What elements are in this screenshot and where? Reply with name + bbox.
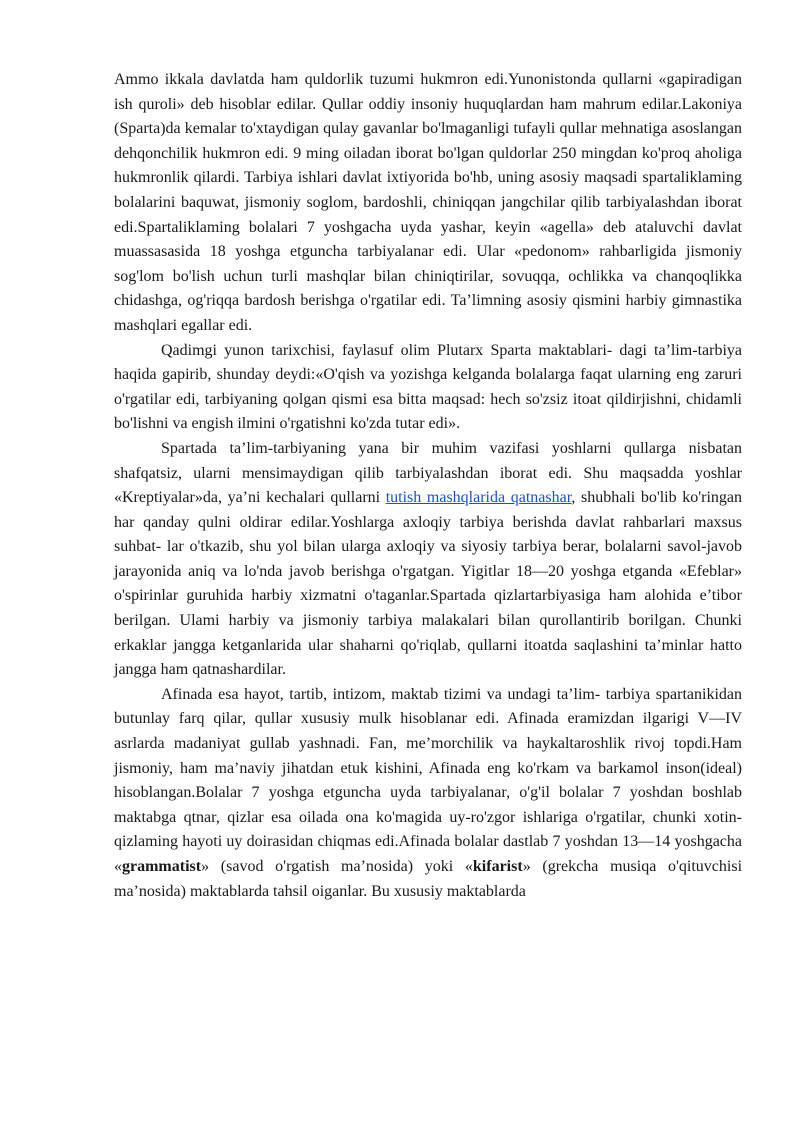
paragraph-3-text-before: Spartada ta’lim-tarbiyaning yana bir muhim vazifasi yoshlarni qullarga nisbatan shafqatsiz, ularni mensimaydigan qilib tarbiyalashdan iborat edi. Shu maqsadda yoshlar «Kreptiyalar»da, ya’ni kechalari qullarni bbox=[114, 439, 742, 507]
document-page bbox=[114, 68, 742, 904]
paragraph-2: Qadimgi yunon tarixchisi, faylasuf olim Plutarx Sparta maktablari- dagi ta’lim-tarbiya haqida gapirib, shunday deydi:«O'qish va yozishga kelganda bolalarga faqat ularning eng zaruri o'rgatilar edi, tarbiyaning qolgan qismi esa bitta maqsad: hech so'zsiz itoat qildirjishni, chidamli bo'lishni va engish ilmini o'rgatishni ko'zda tutar edi». bbox=[114, 341, 742, 433]
paragraph-4-text-part1: Afinada esa hayot, tartib, intizom, maktab tizimi va undagi ta’lim- tarbiya spartanikidan butunlay farq qilar, qullar xususiy mulk hisoblanar edi. Afinada eramizdan ilgarigi V—IV asrlarda madaniyat gullab yashnadi. Fan, me’morchilik va haykaltaroshlik rivoj topdi.Ham jismoniy, ham ma’naviy jihatdan etuk kishini, Afinada eng ko'rkam va barkamol inson(ideal) hisoblangan.Bolalar 7 yoshga etguncha uyda tarbiyalanar, o'g'il bolalar 7 yoshdan boshlab maktabga qtnar, qizlar esa oilada ona ko'magida uy-ro'zgor ishlariga o'rgatilar, chunki xotin-qizlaming hayoti uy doirasidan chiqmas edi.Afinada bolalar dastlab 7 yoshdan 13—14 yoshgacha « bbox=[114, 685, 742, 875]
paragraph-3-text-after: , shubhali bo'lib ko'ringan har qanday qulni oldirar edilar.Yoshlarga axloqiy tarbiya berishda davlat rahbarlari maxsus suhbat- lar o'tkazib, shu yol bilan ularga axloqiy va siyosiy tarbiya berar, bolalarni savol-javob jarayonida aniq va lo'nda javob berishga o'rgatgan. Yigitlar 18—20 yoshga etganda «Efeblar» o'spirinlar guruhida harbiy xizmatni o'taganlar.Spartada qizlartarbiyasiga ham alohida e’tibor berilgan. Ulami harbiy va jismoniy tarbiya malakalari bilan qurollantirib borilgan. Chunki erkaklar jangga ketganlarida ular shaharni qo'riqlab, qullarni itoatda saqlashini ta’minlar hatto jangga ham qatnashardilar. bbox=[114, 489, 743, 679]
grammatist-term: grammatist bbox=[122, 858, 202, 875]
paragraph-4 bbox=[114, 683, 742, 904]
paragraph-1: Ammo ikkala davlatda ham quldorlik tuzumi hukmron edi.Yunonistonda qullarni «gapiradigan ish quroli» deb hisoblar edilar. Qullar oddiy insoniy huquqlardan ham mahrum edilar.Lakoniya (Sparta)da kemalar to'xtaydigan qulay gavanlar bo'lmaganligi tufayli qullar mehnatiga asoslangan dehqonchilik hukmron edi. 9 ming oiladan iborat bo'lgan quldorlar 250 mingdan ko'proq aholiga hukmronlik qilardi. Tarbiya ishlari davlat ixtiyorida bo'hb, uning asosiy maqsadi spartaliklaming bolalarini baquwat, jismoniy soglom, bardoshli, chiniqqan jangchilar qilib tarbiyalashdan iborat edi.Spartaliklaming bolalari 7 yoshgacha uyda yashar, keyin «agella» deb ataluvchi davlat muassasasida 18 yoshga etguncha tarbiyalanar edi. Ular «pedonom» rahbarligida jismoniy sog'lom bo'lish uchun turli mashqlar bilan chiniqtirilar, sovuqqa, ochlikka va chanqoqlikka chidashga, og'riqqa bardosh berishga o'rgatilar edi. Ta’limning asosiy qismini harbiy gimnastika mashqlari egallar edi. bbox=[114, 71, 742, 334]
paragraph-4-text-part2: » (savod o'rgatish ma’nosida) yoki « bbox=[201, 858, 473, 875]
paragraph-4-text-part3: » (grekcha musiqa o'qituvchisi ma’nosida) maktablarda tahsil oiganlar. Bu xususiy maktablarda bbox=[114, 858, 743, 900]
paragraph-3 bbox=[114, 437, 742, 683]
tutish-mashqlarida-link[interactable]: tutish mashqlarida qatnashar bbox=[385, 489, 572, 507]
kifarist-term: kifarist bbox=[472, 858, 523, 875]
